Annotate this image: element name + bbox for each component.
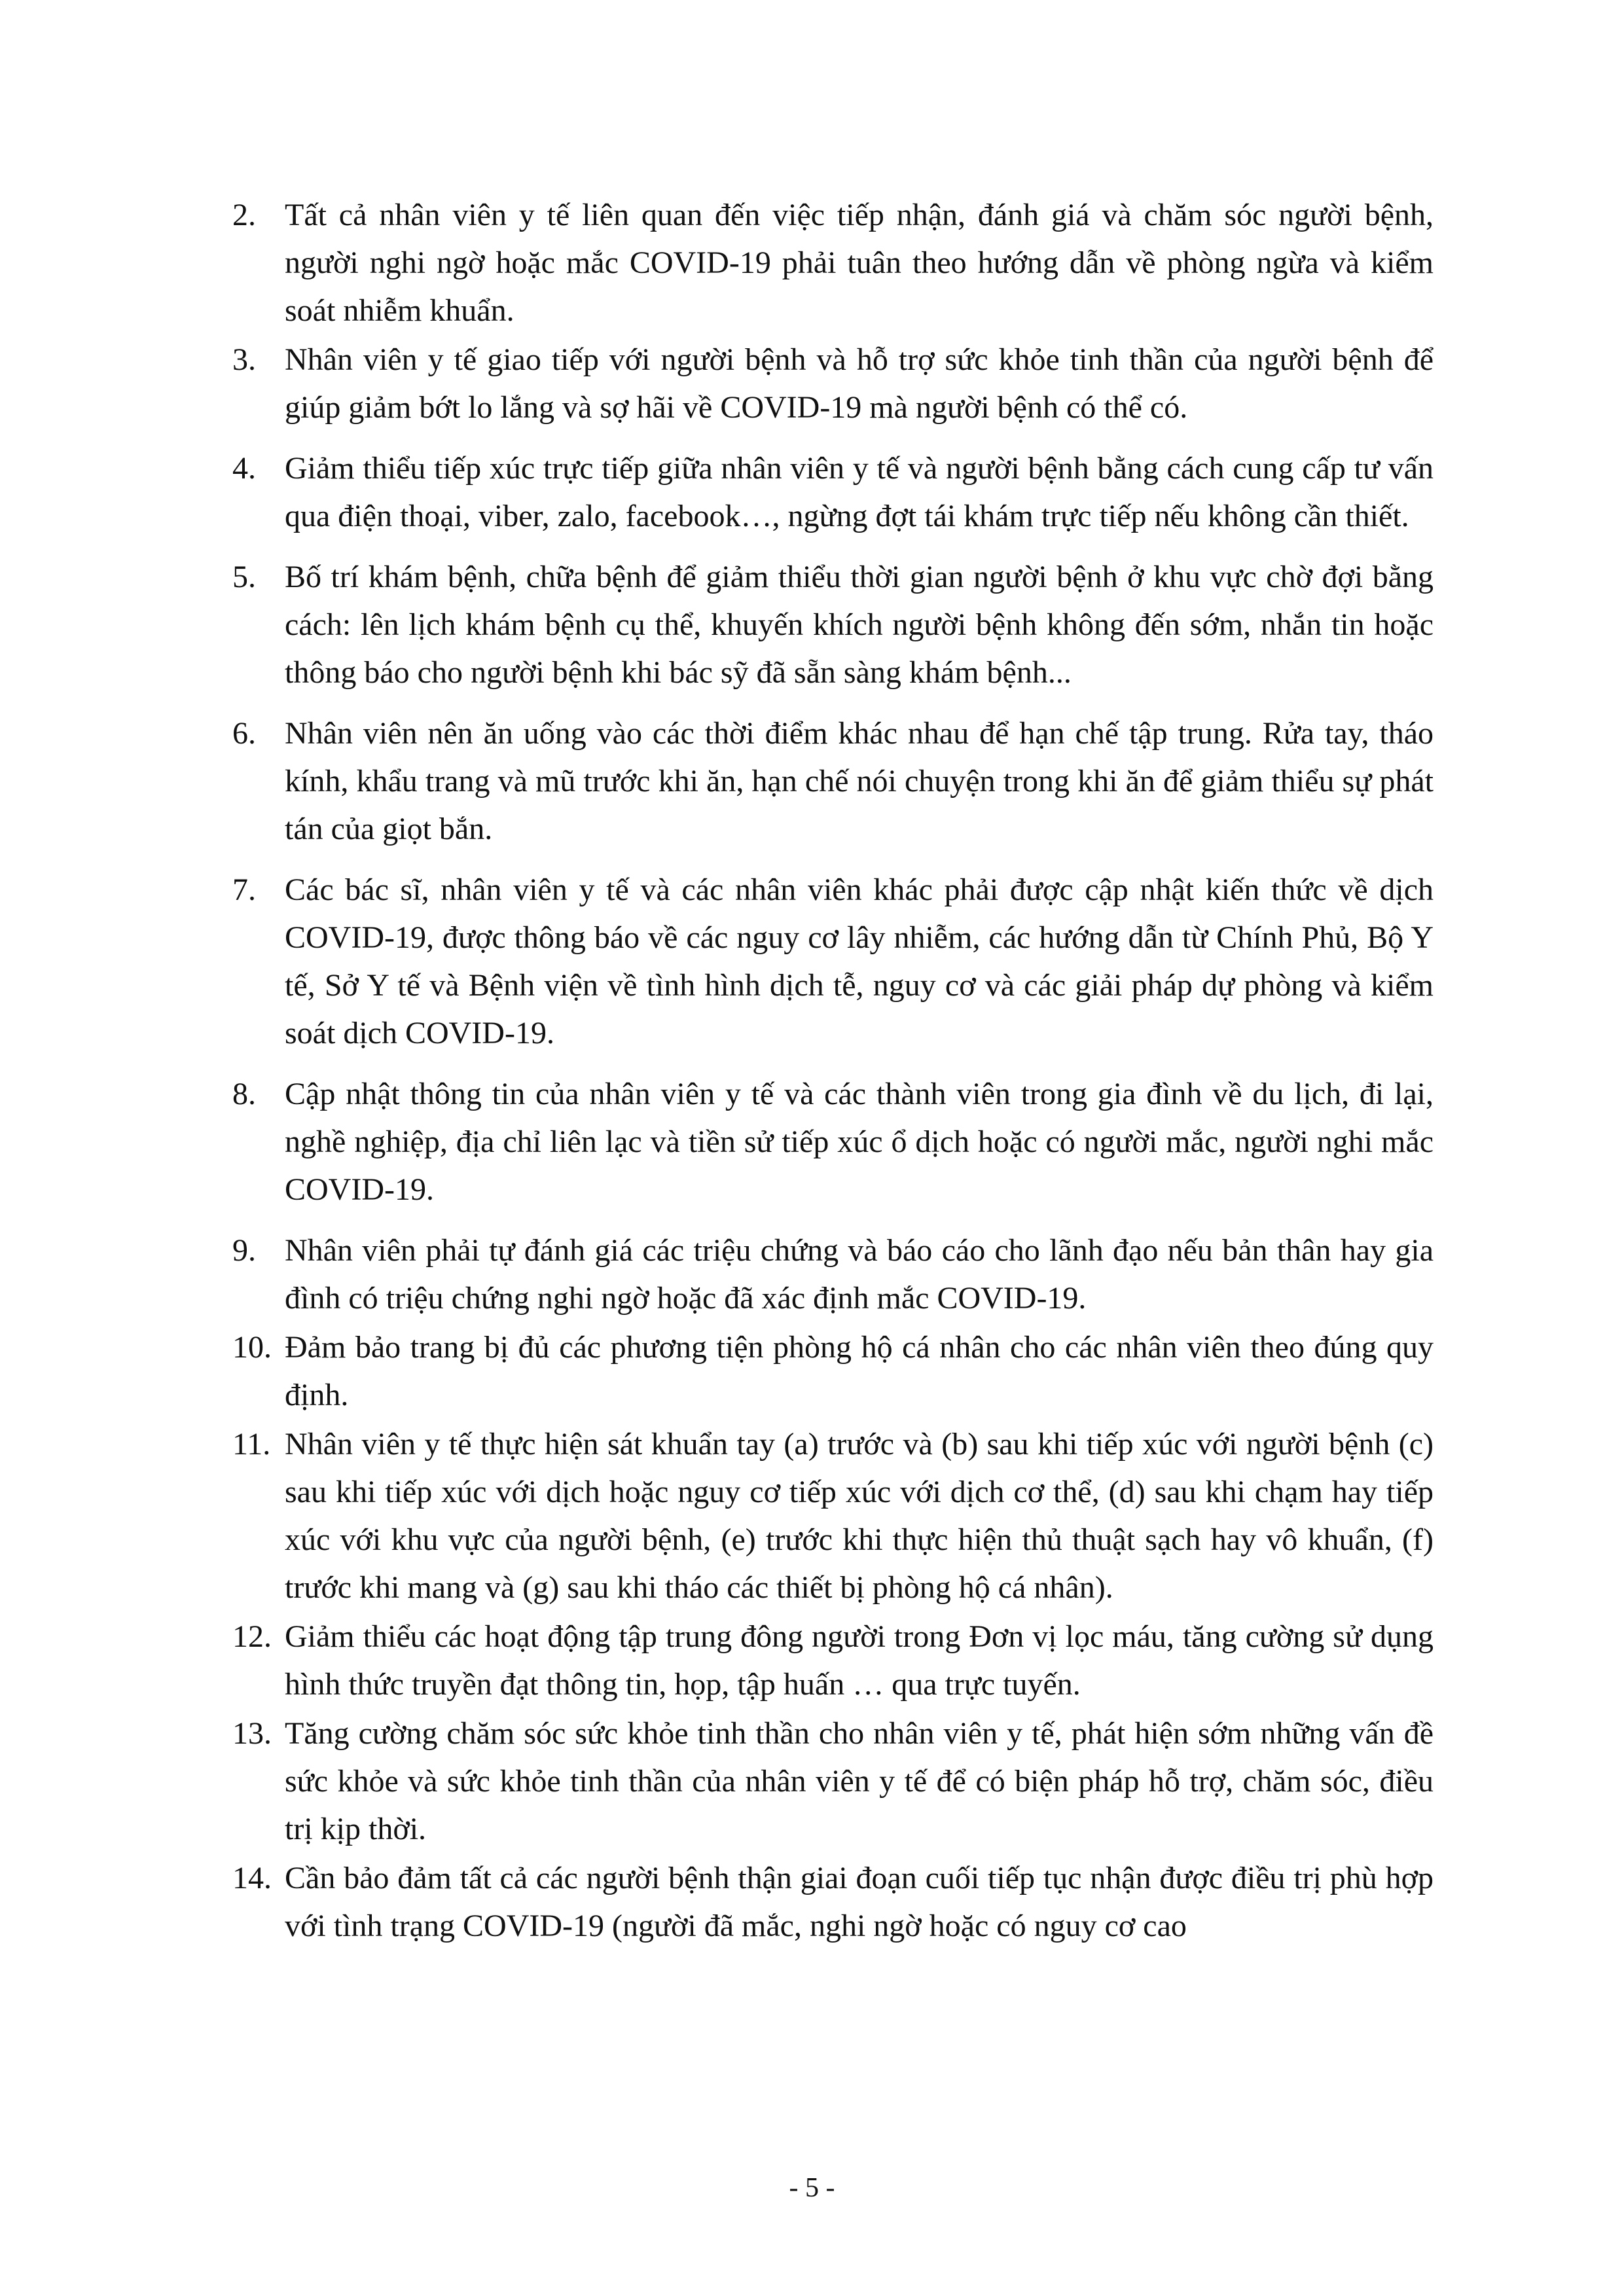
list-item-text: Nhân viên phải tự đánh giá các triệu chứng và báo cáo cho lãnh đạo nếu bản thân hay gia đình có triệu chứng nghi ngờ hoặc đã xác định mắc COVID-19. (285, 1233, 1434, 1316)
list-item-text: Nhân viên nên ăn uống vào các thời điểm khác nhau để hạn chế tập trung. Rửa tay, tháo kính, khẩu trang và mũ trước khi ăn, hạn chế nói chuyện trong khi ăn để giảm thiểu sự phát tán của giọt bắn. (285, 716, 1434, 846)
list-item-number: 8. (232, 1077, 256, 1111)
list-item (232, 1070, 1434, 1213)
list-item (232, 1710, 1434, 1853)
list-item (232, 553, 1434, 696)
list-item-number: 7. (232, 872, 256, 907)
list-item-number: 3. (232, 342, 256, 377)
list-item-text: Nhân viên y tế giao tiếp với người bệnh và hỗ trợ sức khỏe tinh thần của người bệnh để giúp giảm bớt lo lắng và sợ hãi về COVID-19 mà người bệnh có thể có. (285, 342, 1434, 425)
list-item-number: 5. (232, 560, 256, 594)
list-item-number: 2. (232, 198, 256, 232)
list-item-text: Tăng cường chăm sóc sức khỏe tinh thần cho nhân viên y tế, phát hiện sớm những vấn đề sức khỏe và sức khỏe tinh thần của nhân viên y tế để có biện pháp hỗ trợ, chăm sóc, điều trị kịp thời. (285, 1716, 1434, 1846)
list-item-number: 10. (232, 1330, 272, 1365)
list-item (232, 1227, 1434, 1322)
list-item-text: Đảm bảo trang bị đủ các phương tiện phòng hộ cá nhân cho các nhân viên theo đúng quy định. (285, 1330, 1434, 1412)
list-item-number: 9. (232, 1233, 256, 1268)
list-item (232, 336, 1434, 431)
list-item-text: Giảm thiểu tiếp xúc trực tiếp giữa nhân viên y tế và người bệnh bằng cách cung cấp tư vấn qua điện thoại, viber, zalo, facebook…, ngừng đợt tái khám trực tiếp nếu không cần thiết. (285, 451, 1434, 533)
numbered-list (232, 191, 1434, 1950)
list-item-text: Giảm thiểu các hoạt động tập trung đông người trong Đơn vị lọc máu, tăng cường sử dụng hình thức truyền đạt thông tin, họp, tập huấn … qua trực tuyến. (285, 1619, 1434, 1702)
list-item-number: 11. (232, 1427, 271, 1462)
list-item (232, 1854, 1434, 1950)
list-item-text: Nhân viên y tế thực hiện sát khuẩn tay (a) trước và (b) sau khi tiếp xúc với người bệnh (c) sau khi tiếp xúc với dịch hoặc nguy cơ tiếp xúc với dịch cơ thể, (d) sau khi chạm hay tiếp xúc với khu vực của người bệnh, (e) trước khi thực hiện thủ thuật sạch hay vô khuẩn, (f) trước khi mang và (g) sau khi tháo các thiết bị phòng hộ cá nhân). (285, 1427, 1434, 1605)
list-item-number: 13. (232, 1716, 272, 1751)
list-item-number: 6. (232, 716, 256, 751)
list-item (232, 444, 1434, 540)
list-item-number: 4. (232, 451, 256, 486)
list-item-text: Cần bảo đảm tất cả các người bệnh thận giai đoạn cuối tiếp tục nhận được điều trị phù hợp với tình trạng COVID-19 (người đã mắc, nghi ngờ hoặc có nguy cơ cao (285, 1861, 1434, 1943)
list-item-text: Cập nhật thông tin của nhân viên y tế và các thành viên trong gia đình về du lịch, đi lại, nghề nghiệp, địa chỉ liên lạc và tiền sử tiếp xúc ổ dịch hoặc có người mắc, người nghi mắc COVID-19. (285, 1077, 1434, 1207)
list-item (232, 709, 1434, 853)
list-item-number: 14. (232, 1861, 272, 1895)
list-item (232, 191, 1434, 334)
list-item-text: Tất cả nhân viên y tế liên quan đến việc tiếp nhận, đánh giá và chăm sóc người bệnh, người nghi ngờ hoặc mắc COVID-19 phải tuân theo hướng dẫn về phòng ngừa và kiểm soát nhiễm khuẩn. (285, 198, 1434, 328)
list-item-text: Bố trí khám bệnh, chữa bệnh để giảm thiểu thời gian người bệnh ở khu vực chờ đợi bằng cách: lên lịch khám bệnh cụ thể, khuyến khích người bệnh không đến sớm, nhắn tin hoặc thông báo cho người bệnh khi bác sỹ đã sẵn sàng khám bệnh... (285, 560, 1434, 690)
list-item (232, 1323, 1434, 1419)
list-item (232, 1420, 1434, 1611)
list-item (232, 866, 1434, 1057)
page-number: - 5 - (789, 2173, 835, 2203)
list-item-number: 12. (232, 1619, 272, 1654)
list-item-text: Các bác sĩ, nhân viên y tế và các nhân viên khác phải được cập nhật kiến thức về dịch COVID-19, được thông báo về các nguy cơ lây nhiễm, các hướng dẫn từ Chính Phủ, Bộ Y tế, Sở Y tế và Bệnh viện về tình hình dịch tễ, nguy cơ và các giải pháp dự phòng và kiểm soát dịch COVID-19. (285, 872, 1434, 1050)
list-item (232, 1613, 1434, 1708)
